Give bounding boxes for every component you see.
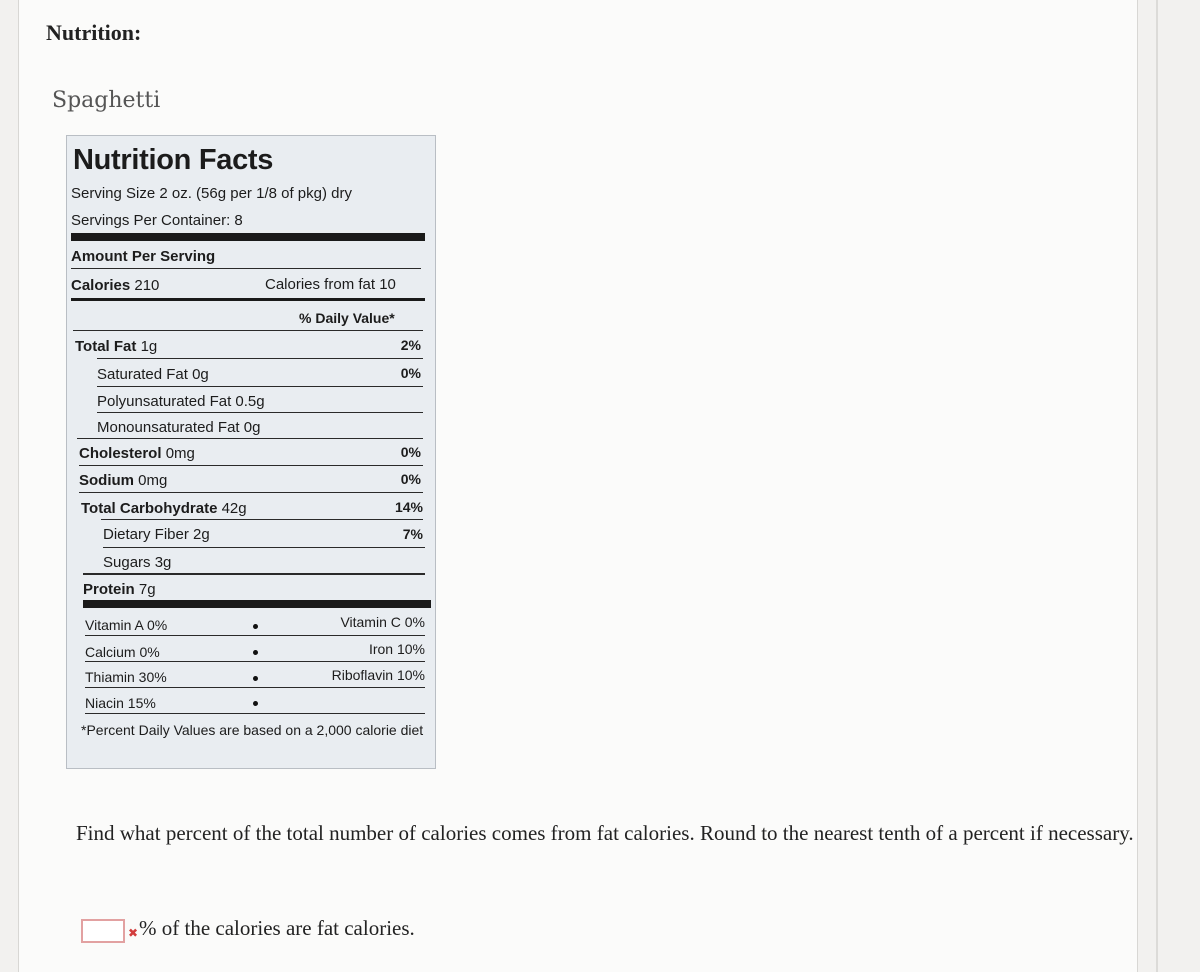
vitamin-left: Thiamin 30% — [85, 669, 167, 685]
divider — [73, 330, 423, 331]
bullet-icon — [253, 650, 258, 655]
divider — [79, 465, 423, 466]
nutrient-name: Total Carbohydrate — [81, 500, 218, 517]
divider — [103, 547, 425, 548]
nutrient-sodium — [79, 472, 167, 489]
amount-per-serving: Amount Per Serving — [71, 248, 216, 265]
x-mark-icon: ✖ — [128, 926, 139, 940]
answer-suffix: % of the calories are fat calories. — [139, 916, 415, 940]
nutrient-name: Dietary Fiber — [103, 526, 189, 543]
nutrient-pct: 7% — [402, 526, 423, 542]
nutrient-name: Total Fat — [75, 338, 137, 355]
label-title: Nutrition Facts — [73, 144, 274, 176]
divider — [71, 268, 421, 269]
nutrient-name: Protein — [83, 581, 135, 598]
divider — [77, 438, 423, 439]
nutrient-name: Sugars — [103, 554, 151, 571]
food-name: Spaghetti — [52, 88, 161, 113]
serving-size: Serving Size 2 oz. (56g per 1/8 of pkg) dry — [71, 185, 352, 202]
nutrient-amount: 3g — [154, 554, 172, 571]
vitamin-right: Iron 10% — [368, 641, 425, 657]
nutrient-pct: 14% — [394, 499, 423, 515]
answer-input[interactable] — [81, 919, 125, 943]
nutrient-amount: 0.5g — [235, 393, 265, 410]
nutrient-amount: 1g — [140, 338, 158, 355]
vitamin-left: Niacin 15% — [85, 695, 156, 711]
divider — [97, 386, 423, 387]
calories-value: 210 — [134, 277, 160, 294]
question-prompt: Find what percent of the total number of calories comes from fat calories. Round to the nearest tenth of a percent if necessary. — [76, 821, 1134, 845]
bullet-icon — [253, 676, 258, 681]
nutrient-total-carbohydrate — [81, 500, 247, 517]
thick-divider — [83, 600, 431, 608]
nutrient-protein — [83, 581, 156, 598]
nutrient-amount: 0g — [192, 366, 209, 383]
medium-divider — [71, 298, 425, 301]
nutrient-amount: 0mg — [165, 445, 195, 462]
nutrient-amount: 0g — [243, 419, 261, 436]
bullet-icon — [253, 701, 258, 706]
nutrient-pct: 0% — [400, 444, 421, 460]
vitamin-right: Riboflavin 10% — [331, 667, 425, 683]
divider — [97, 358, 423, 359]
section-heading: Nutrition: — [46, 20, 142, 45]
nutrient-pct: 0% — [400, 471, 421, 487]
nutrient-cholesterol — [79, 445, 195, 462]
nutrient-saturated-fat — [97, 366, 209, 383]
nutrient-name: Sodium — [79, 472, 134, 489]
vitamin-right: Vitamin C 0% — [340, 614, 425, 630]
divider — [83, 573, 425, 575]
nutrient-pct: 0% — [400, 365, 421, 381]
nutrient-sugars — [103, 554, 171, 571]
divider — [85, 635, 425, 636]
divider — [97, 412, 423, 413]
nutrient-total-fat — [75, 338, 157, 355]
nutrient-name: Polyunsaturated Fat — [97, 393, 232, 410]
divider — [79, 492, 423, 493]
vitamin-left: Vitamin A 0% — [85, 617, 168, 633]
bullet-icon — [253, 624, 258, 629]
nutrition-facts-label — [66, 135, 436, 769]
nutrient-name: Saturated Fat — [97, 366, 188, 383]
thick-divider — [71, 233, 425, 241]
calories-label: Calories — [71, 277, 131, 294]
divider — [85, 713, 425, 714]
daily-value-header: % Daily Value* — [299, 310, 395, 326]
scrollbar-track[interactable] — [1156, 0, 1158, 972]
calories-row — [71, 277, 159, 294]
nutrient-polyunsaturated-fat — [97, 393, 265, 410]
nutrient-pct: 2% — [400, 337, 421, 353]
nutrient-dietary-fiber — [103, 526, 210, 543]
divider — [85, 687, 425, 688]
vitamin-left: Calcium 0% — [85, 644, 160, 660]
nutrient-name: Monounsaturated Fat — [97, 419, 240, 436]
calories-from-fat: Calories from fat 10 — [265, 276, 396, 293]
nutrient-name: Cholesterol — [79, 445, 162, 462]
footnote: *Percent Daily Values are based on a 2,000 calorie diet — [81, 722, 424, 738]
nutrient-monounsaturated-fat — [97, 419, 260, 436]
nutrient-amount: 2g — [193, 526, 210, 543]
nutrient-amount: 7g — [138, 581, 156, 598]
nutrient-amount: 42g — [221, 500, 247, 517]
divider — [85, 661, 425, 662]
nutrient-amount: 0mg — [138, 472, 168, 489]
divider — [101, 519, 423, 520]
servings-per-container: Servings Per Container: 8 — [71, 212, 243, 229]
